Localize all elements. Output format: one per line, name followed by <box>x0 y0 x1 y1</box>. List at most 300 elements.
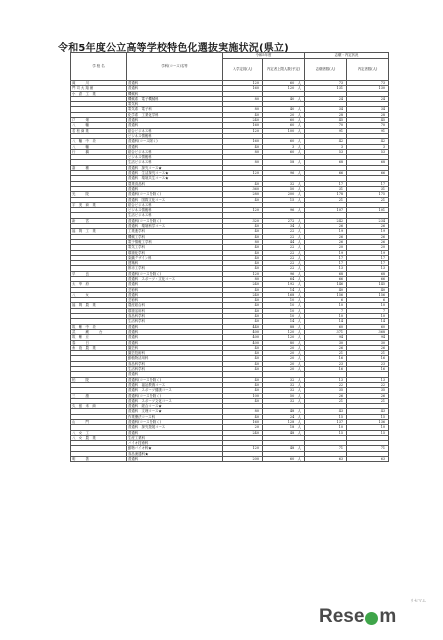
header-course: 学科(コース)名等 <box>127 53 223 81</box>
cell-capacity: 400 <box>223 329 263 334</box>
cell-applicants: 21 <box>305 351 347 356</box>
cell-course: 普通科 <box>127 123 223 128</box>
cell-school: 八 幡 中 央 <box>71 139 127 144</box>
header-applicants: 志願者数(人) <box>305 59 347 81</box>
cell-course: 都市工学科 <box>127 266 223 271</box>
cell-applicants: 10 <box>305 314 347 319</box>
cell-capacity: 40 <box>223 356 263 361</box>
cell-course: 普通科(コースを除く) <box>127 393 223 398</box>
cell-school: 久 留 米 商 <box>71 404 127 409</box>
cell-capacity: 40 <box>223 112 263 117</box>
cell-admitted: 21 <box>347 351 389 356</box>
cell-admitted: 26 <box>347 393 389 398</box>
cell-applicants: 14 <box>305 319 347 324</box>
cell-capacity: 40 <box>223 351 263 356</box>
cell-applicants: 26 <box>305 393 347 398</box>
cell-course: 環境活用科 <box>127 308 223 313</box>
cell-course: 普通科 <box>127 457 223 462</box>
brand-subtitle: リセマム <box>410 598 426 603</box>
cell-capacity: 40 <box>223 345 263 350</box>
cell-course: 普通科(コースを除く) <box>127 420 223 425</box>
cell-capacity: 40 <box>223 388 263 393</box>
cell-admitted: 26 <box>347 239 389 244</box>
cell-capacity: 440 <box>223 324 263 329</box>
cell-applicants: 30 <box>305 340 347 345</box>
cell-applicants: 35 <box>305 388 347 393</box>
cell-admitted: 136 <box>347 420 389 425</box>
brand-name-right: m <box>379 606 397 627</box>
cell-applicants: 24 <box>305 96 347 101</box>
cell-applicants: 94 <box>305 335 347 340</box>
cell-capacity: 40 <box>223 250 263 255</box>
cell-course: 普通科 <box>127 118 223 123</box>
cell-quota: 100 人 <box>263 128 305 133</box>
cell-school: 明 善 <box>71 457 127 462</box>
cell-quota: 14 人 <box>263 287 305 292</box>
cell-capacity: 80 <box>223 160 263 165</box>
cell-course: 芸術科 <box>127 287 223 292</box>
header-group-apply: 志願・内定状況 <box>305 53 389 59</box>
cell-capacity: 200 <box>223 457 263 462</box>
cell-capacity: 40 <box>223 181 263 186</box>
cell-quota: 48 人 <box>263 446 305 451</box>
cell-capacity: 40 <box>223 319 263 324</box>
cell-admitted: 28 <box>347 112 389 117</box>
cell-quota: 32 人 <box>263 398 305 403</box>
cell-applicants: 26 <box>305 345 347 350</box>
cell-capacity: 120 <box>223 446 263 451</box>
cell-applicants: 131 <box>305 86 347 91</box>
cell-capacity: 40 <box>223 314 263 319</box>
cell-quota: 22 人 <box>263 234 305 239</box>
cell-course: 環境化学科 <box>127 250 223 255</box>
header-quota: 内定者上限人数(予定) <box>263 59 305 81</box>
cell-school: 八 女 工 <box>71 430 127 435</box>
cell-applicants: 16 <box>305 356 347 361</box>
cell-admitted: 16 <box>347 356 389 361</box>
cell-course: 普通科 <box>127 329 223 334</box>
cell-school: 柏 陵 <box>71 377 127 382</box>
cell-quota: 44 人 <box>263 239 305 244</box>
cell-applicants: 19 <box>305 250 347 255</box>
cell-applicants: 22 <box>305 382 347 387</box>
cell-quota: 60 人 <box>263 81 305 86</box>
cell-applicants: 26 <box>305 239 347 244</box>
cell-course: 普通科 <box>127 86 223 91</box>
cell-applicants: 66 <box>305 171 347 176</box>
cell-course: 普通科 スポーツ・文化コース <box>127 276 223 281</box>
cell-course: 総合ビジネス科 <box>127 128 223 133</box>
cell-course: ビジネス情報科 <box>127 155 223 160</box>
cell-capacity: 240 <box>223 282 263 287</box>
cell-course: 園芸技術科 <box>127 351 223 356</box>
cell-capacity: 40 <box>223 144 263 149</box>
cell-applicants: 68 <box>305 160 347 165</box>
cell-admitted: 14 <box>347 319 389 324</box>
cell-course: 生活科学科 <box>127 367 223 372</box>
cell-quota: 200 人 <box>263 192 305 197</box>
cell-admitted: 35 <box>347 388 389 393</box>
cell-course: 普通科 <box>127 186 223 191</box>
cell-course: 総合ビジネス科 <box>127 149 223 154</box>
cell-quota: 32 人 <box>263 181 305 186</box>
cell-capacity: 40 <box>223 266 263 271</box>
cell-applicants: 6 <box>305 298 347 303</box>
cell-quota: 20 人 <box>263 356 305 361</box>
cell-applicants: 63 <box>305 457 347 462</box>
cell-quota: 20 人 <box>263 345 305 350</box>
cell-capacity: 40 <box>223 377 263 382</box>
cell-course: 普通科 国際文化コース <box>127 197 223 202</box>
cell-quota: 10 人 <box>263 308 305 313</box>
cell-capacity: 160 <box>223 86 263 91</box>
cell-capacity: 80 <box>223 107 263 112</box>
cell-course: 総合ビジネス科 <box>127 202 223 207</box>
cell-school: 早 良 <box>71 271 127 276</box>
cell-admitted: 15 <box>347 414 389 419</box>
cell-course: 普通科 スポーツ文化コース <box>127 398 223 403</box>
cell-capacity: 40 <box>223 197 263 202</box>
header-group-r5: 令和5年度 <box>223 53 305 59</box>
cell-quota: 120 人 <box>263 86 305 91</box>
brand-o-mark-icon <box>365 612 378 625</box>
cell-course: 普通科 環境共生コース★ <box>127 176 223 181</box>
cell-quota: 34 人 <box>263 224 305 229</box>
cell-quota: 60 人 <box>263 123 305 128</box>
cell-admitted: 101 <box>347 208 389 213</box>
cell-quota: 10 人 <box>263 303 305 308</box>
cell-applicants: 34 <box>305 107 347 112</box>
cell-quota: 20 人 <box>263 112 305 117</box>
cell-course: 電子情報工学科 <box>127 239 223 244</box>
header-school: 学 校 名 <box>71 53 127 81</box>
cell-course: 普通科 総合コース★ <box>127 404 223 409</box>
cell-admitted: 24 <box>347 96 389 101</box>
cell-school: 門 司 大 翔 館 <box>71 86 127 91</box>
cell-capacity: 40 <box>223 261 263 266</box>
cell-course: 普通科 探究コース★ <box>127 165 223 170</box>
cell-applicants: 156 <box>305 292 347 297</box>
cell-admitted: 73 <box>347 81 389 86</box>
cell-admitted: 19 <box>347 229 389 234</box>
cell-quota: 60 人 <box>263 149 305 154</box>
cell-admitted: 234 <box>347 218 389 223</box>
cell-course: 動物バイオ科★ <box>127 446 223 451</box>
cell-applicants: 28 <box>305 112 347 117</box>
cell-school: 新 宮 <box>71 218 127 223</box>
cell-course: 普通科(コース除く) <box>127 139 223 144</box>
cell-quota: 18 人 <box>263 425 305 430</box>
cell-quota: 22 人 <box>263 255 305 260</box>
cell-applicants: 371 <box>305 329 347 334</box>
cell-applicants: 15 <box>305 430 347 435</box>
cell-admitted: 145 <box>347 282 389 287</box>
cell-quota: 14 人 <box>263 319 305 324</box>
cell-quota: 168 人 <box>263 292 305 297</box>
cell-admitted: 31 <box>347 186 389 191</box>
cell-admitted: 20 <box>347 245 389 250</box>
cell-capacity: 40 <box>223 298 263 303</box>
cell-school: 宇 美 商 業 <box>71 202 127 207</box>
cell-course: 生活ビジネス科 <box>127 160 223 165</box>
cell-admitted: 368 <box>347 329 389 334</box>
cell-quota: 50 人 <box>263 393 305 398</box>
cell-admitted: 13 <box>347 266 389 271</box>
cell-course: 機械科 <box>127 91 223 96</box>
cell-applicants: 3 <box>305 144 347 149</box>
cell-capacity: 320 <box>223 218 263 223</box>
cell-admitted: 10 <box>347 303 389 308</box>
cell-admitted: 6 <box>347 298 389 303</box>
cell-capacity: 40 <box>223 398 263 403</box>
cell-course: 生産工業科 <box>127 435 223 440</box>
cell-capacity: 240 <box>223 292 263 297</box>
cell-admitted: 22 <box>347 382 389 387</box>
cell-admitted: 175 <box>347 192 389 197</box>
cell-quota: 272 人 <box>263 218 305 223</box>
cell-applicants: 45 <box>305 118 347 123</box>
cell-quota: 20 人 <box>263 351 305 356</box>
cell-admitted: 16 <box>347 367 389 372</box>
cell-course: 電気系 電子科 <box>127 107 223 112</box>
cell-course: 食品科学科 <box>127 314 223 319</box>
cell-applicants: 60 <box>305 324 347 329</box>
cell-applicants: 16 <box>305 367 347 372</box>
cell-school: 三 潴 <box>71 393 127 398</box>
cell-school: 戸 畑 <box>71 118 127 123</box>
cell-course: 普通科(コースを除く) <box>127 377 223 382</box>
cell-applicants: 53 <box>305 149 347 154</box>
cell-course: 電気科 <box>127 102 223 107</box>
cell-school: 筑 紫 中 央 <box>71 324 127 329</box>
cell-admitted: 91 <box>347 128 389 133</box>
cell-admitted: 60 <box>347 324 389 329</box>
cell-applicants: 178 <box>305 192 347 197</box>
cell-school: 滝 川 <box>71 81 127 86</box>
cell-course: 普通科 <box>127 144 223 149</box>
cell-capacity: 120 <box>223 128 263 133</box>
cell-quota: 120 人 <box>263 329 305 334</box>
cell-quota: 88 人 <box>263 324 305 329</box>
cell-capacity: 120 <box>223 271 263 276</box>
cell-applicants: 107 <box>305 208 347 213</box>
cell-applicants: 73 <box>305 81 347 86</box>
cell-capacity: 40 <box>223 255 263 260</box>
cell-admitted: 17 <box>347 181 389 186</box>
header-admitted: 内定者数(人) <box>347 59 389 81</box>
cell-course: 食品流通科★ <box>127 451 223 456</box>
cell-course: 普通科 福祉教養コース <box>127 382 223 387</box>
cell-capacity: 100 <box>223 393 263 398</box>
cell-admitted: 26 <box>347 234 389 239</box>
cell-course: 普通科 <box>127 340 223 345</box>
cell-capacity: 40 <box>223 308 263 313</box>
cell-capacity: 120 <box>223 171 263 176</box>
cell-quota: 192 人 <box>263 282 305 287</box>
cell-capacity: 40 <box>223 414 263 419</box>
cell-applicants: 31 <box>305 186 347 191</box>
cell-quota: 48 人 <box>263 409 305 414</box>
cell-course: 普通科 探究発展コース <box>127 425 223 430</box>
cell-capacity: 40 <box>223 287 263 292</box>
cell-admitted: 66 <box>347 276 389 281</box>
cell-course: 機械系 電子機械科 <box>127 96 223 101</box>
cell-course: 普通科 <box>127 282 223 287</box>
cell-quota: 10 人 <box>263 314 305 319</box>
cell-school: 八 女 農 業 <box>71 435 127 440</box>
table-body <box>71 81 389 462</box>
cell-applicants: 17 <box>305 255 347 260</box>
cell-quota: 32 人 <box>263 377 305 382</box>
cell-school: 筑 紫 丘 <box>71 335 127 340</box>
cell-capacity: 80 <box>223 409 263 414</box>
cell-capacity: 160 <box>223 420 263 425</box>
cell-capacity: 40 <box>223 229 263 234</box>
cell-quota: 22 人 <box>263 266 305 271</box>
cell-school: 糸 島 農 業 <box>71 345 127 350</box>
cell-applicants: 13 <box>305 377 347 382</box>
cell-school: 八 幡 <box>71 144 127 149</box>
cell-applicants: 20 <box>305 245 347 250</box>
cell-applicants: 146 <box>305 282 347 287</box>
cell-admitted: 68 <box>347 271 389 276</box>
cell-course: 普通科 スポーツ健康コース <box>127 388 223 393</box>
header-capacity: 入学定員(人) <box>223 59 263 81</box>
cell-admitted: 66 <box>347 171 389 176</box>
cell-course: 工業進学科 <box>127 229 223 234</box>
cell-capacity: 40 <box>223 245 263 250</box>
cell-school: 福 岡 農 業 <box>71 303 127 308</box>
cell-course: バイオ技術科 <box>127 441 223 446</box>
cell-course: 農産総合科 <box>127 303 223 308</box>
cell-quota: 20 人 <box>263 367 305 372</box>
cell-applicants: 42 <box>305 139 347 144</box>
cell-applicants: 71 <box>305 446 347 451</box>
cell-course: 染織デザイン科 <box>127 255 223 260</box>
cell-applicants: 17 <box>305 261 347 266</box>
cell-admitted: 130 <box>347 86 389 91</box>
cell-quota: 22 人 <box>263 250 305 255</box>
cell-admitted: 21 <box>347 398 389 403</box>
cell-quota: 40 人 <box>263 107 305 112</box>
cell-capacity: 120 <box>223 208 263 213</box>
cell-admitted: 30 <box>347 340 389 345</box>
cell-school: 若 松 商 業 <box>71 128 127 133</box>
cell-admitted: 17 <box>347 261 389 266</box>
cell-capacity: 400 <box>223 335 263 340</box>
cell-quota: 80 人 <box>263 340 305 345</box>
cell-admitted: 45 <box>347 118 389 123</box>
cell-quota: 32 人 <box>263 382 305 387</box>
cell-quota: 32 人 <box>263 388 305 393</box>
cell-course: 普通科 <box>127 430 223 435</box>
cell-course: 生活科学科 <box>127 319 223 324</box>
cell-capacity: 160 <box>223 123 263 128</box>
cell-admitted: 71 <box>347 446 389 451</box>
cell-admitted: 17 <box>347 255 389 260</box>
cell-admitted: 42 <box>347 139 389 144</box>
table-row <box>71 457 389 462</box>
cell-capacity: 40 <box>223 367 263 372</box>
cell-admitted: 40 <box>347 287 389 292</box>
cell-course: ビジネス情報科 <box>127 133 223 138</box>
cell-admitted: 3 <box>347 144 389 149</box>
cell-capacity: 40 <box>223 382 263 387</box>
cell-admitted: 68 <box>347 160 389 165</box>
cell-applicants: 70 <box>305 123 347 128</box>
cell-course: 機械工学科 <box>127 234 223 239</box>
cell-capacity: 160 <box>223 139 263 144</box>
page-title: 令和5年度公立高等学校特色化選抜実施状況(県立) <box>58 43 289 54</box>
cell-admitted: 23 <box>347 361 389 366</box>
cell-applicants: 10 <box>305 425 347 430</box>
cell-admitted: 10 <box>347 425 389 430</box>
cell-capacity: 40 <box>223 303 263 308</box>
cell-applicants: 91 <box>305 128 347 133</box>
cell-quota: 120 人 <box>263 335 305 340</box>
brand-name-left: Rese <box>319 606 365 627</box>
cell-school: 小 倉 工 業 <box>71 91 127 96</box>
cell-capacity: 80 <box>223 276 263 281</box>
cell-admitted: 53 <box>347 149 389 154</box>
cell-course: 動植物活用科 <box>127 356 223 361</box>
cell-applicants: 66 <box>305 276 347 281</box>
cell-school: 山 門 <box>71 420 127 425</box>
cell-applicants: 21 <box>305 197 347 202</box>
cell-admitted: 156 <box>347 292 389 297</box>
cell-quota: 128 人 <box>263 420 305 425</box>
cell-applicants: 40 <box>305 287 347 292</box>
cell-course: 普通科 <box>127 292 223 297</box>
cell-capacity: 240 <box>223 118 263 123</box>
cell-admitted: 63 <box>347 457 389 462</box>
cell-applicants: 7 <box>305 308 347 313</box>
cell-admitted: 13 <box>347 377 389 382</box>
cell-course: 普通科 <box>127 81 223 86</box>
cell-quota: 22 人 <box>263 245 305 250</box>
cell-course: 普通科 <box>127 372 223 377</box>
cell-applicants: 21 <box>305 398 347 403</box>
cell-quota: 24 人 <box>263 414 305 419</box>
cell-quota: 22 人 <box>263 229 305 234</box>
cell-admitted: 70 <box>347 123 389 128</box>
cell-quota: 10 人 <box>263 298 305 303</box>
resemom-logo <box>319 606 396 628</box>
cell-course: 普通科 文理コース★ <box>127 409 223 414</box>
cell-quota: 60 人 <box>263 118 305 123</box>
cell-capacity: 80 <box>223 96 263 101</box>
cell-applicants: 17 <box>305 181 347 186</box>
cell-course: 普通科(コースを除く) <box>127 271 223 276</box>
cell-quota: 60 人 <box>263 457 305 462</box>
cell-course: 芸術科 <box>127 298 223 303</box>
cell-capacity: 80 <box>223 149 263 154</box>
cell-capacity: 40 <box>223 234 263 239</box>
cell-admitted: 15 <box>347 430 389 435</box>
cell-school: 嘉 穂 <box>71 165 127 170</box>
cell-school: 春 日 <box>71 340 127 345</box>
cell-course: 普通科 環境科学コース <box>127 224 223 229</box>
cell-course: 作業療法コース科 <box>127 414 223 419</box>
cell-school: 武 蔵 台 <box>71 329 127 334</box>
cell-applicants: 43 <box>305 409 347 414</box>
admission-status-table <box>70 52 389 462</box>
cell-admitted: 34 <box>347 107 389 112</box>
cell-quota: 48 人 <box>263 430 305 435</box>
cell-applicants: 137 <box>305 420 347 425</box>
cell-course: 建築科 <box>127 261 223 266</box>
cell-applicants: 13 <box>305 266 347 271</box>
